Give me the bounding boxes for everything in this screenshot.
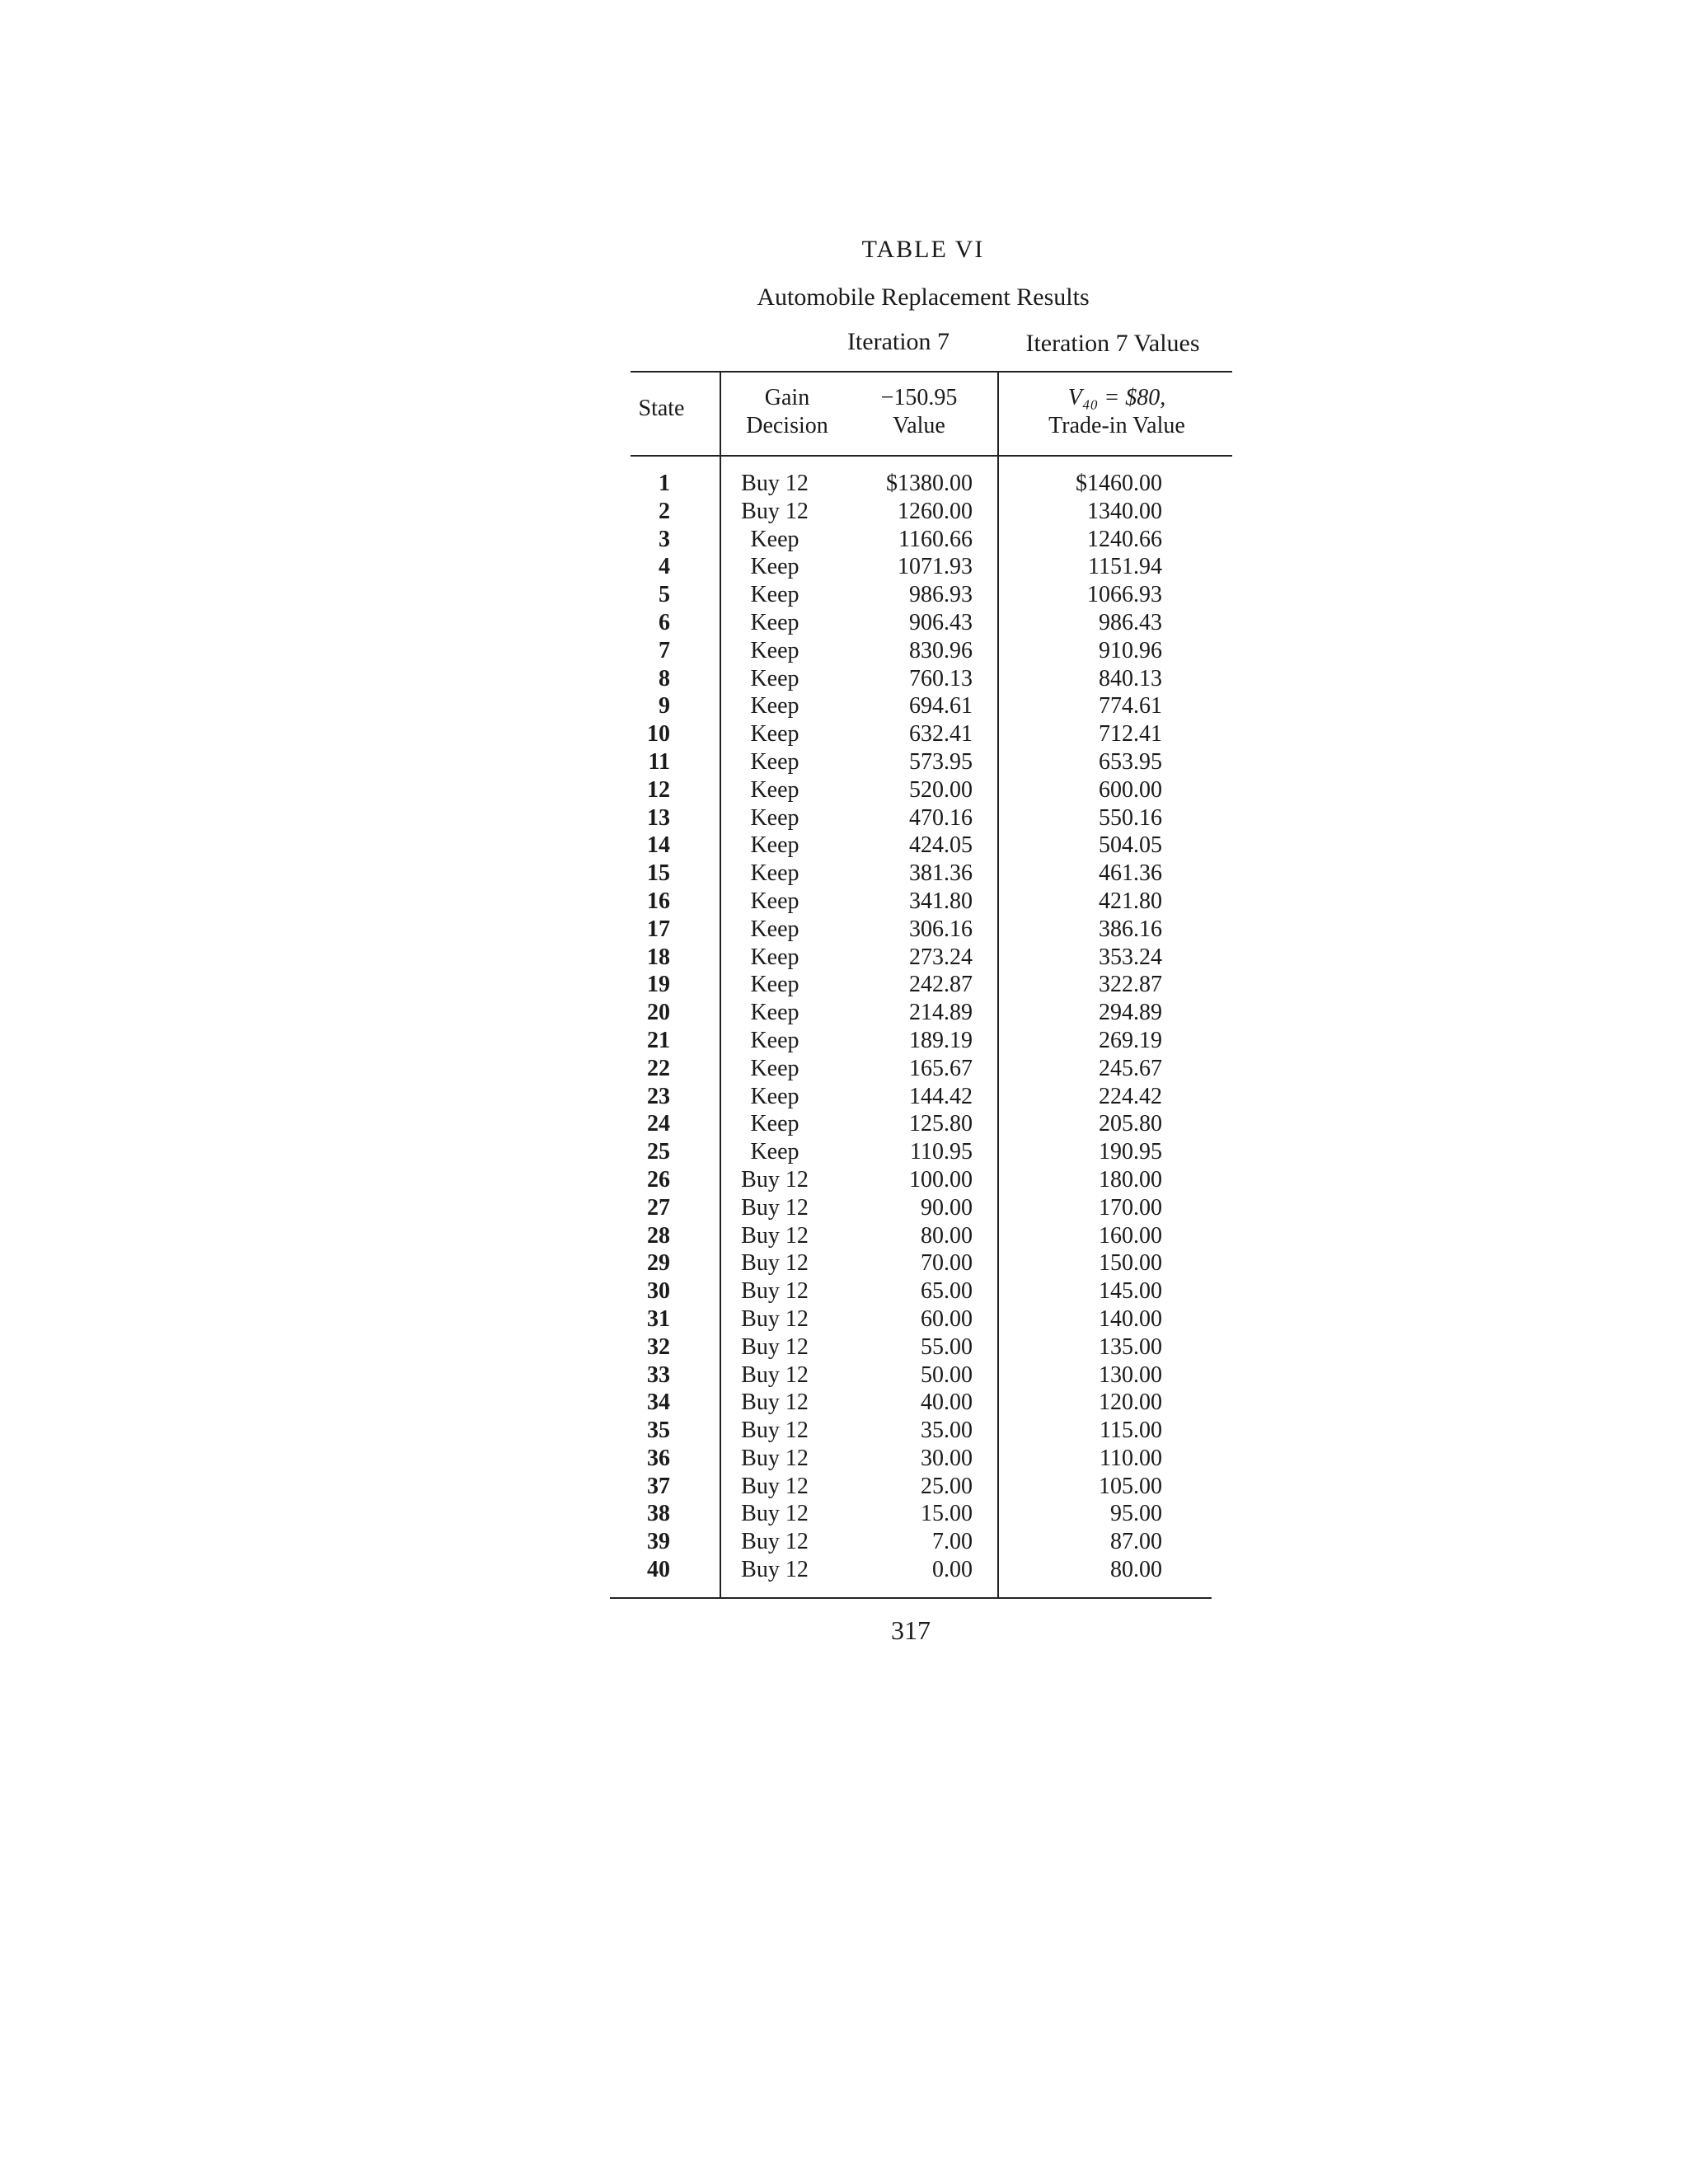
cell-gain: 273.24 xyxy=(909,944,973,970)
cell-gain: 573.95 xyxy=(909,748,973,775)
cell-decision: Keep xyxy=(750,582,799,608)
cell-trade: 550.16 xyxy=(1099,804,1162,831)
cell-gain: 25.00 xyxy=(921,1473,973,1499)
cell-gain: 35.00 xyxy=(921,1418,973,1444)
cell-state: 24 xyxy=(647,1111,670,1137)
cell-state: 37 xyxy=(647,1473,670,1499)
cell-state: 15 xyxy=(647,860,670,887)
cell-decision: Keep xyxy=(750,776,799,803)
cell-decision: Keep xyxy=(750,554,799,580)
cell-decision: Keep xyxy=(750,693,799,719)
cell-trade: 145.00 xyxy=(1099,1278,1162,1305)
cell-gain: 1260.00 xyxy=(898,498,973,524)
cell-gain: 189.19 xyxy=(909,1027,973,1053)
cell-state: 4 xyxy=(659,554,670,580)
cell-trade: 205.80 xyxy=(1099,1111,1162,1137)
cell-state: 25 xyxy=(647,1139,670,1165)
cell-gain: 760.13 xyxy=(909,665,973,691)
cell-gain: 632.41 xyxy=(909,721,973,748)
cell-state: 20 xyxy=(647,1000,670,1026)
cell-trade: 386.16 xyxy=(1099,916,1162,942)
cell-trade: 504.05 xyxy=(1099,832,1162,859)
state-column xyxy=(621,470,670,1584)
cell-state: 36 xyxy=(647,1445,670,1471)
cell-gain: 341.80 xyxy=(909,888,973,914)
cell-decision: Keep xyxy=(750,1000,799,1026)
cell-gain: 110.95 xyxy=(910,1139,973,1165)
cell-decision: Keep xyxy=(750,721,799,748)
cell-gain: 381.36 xyxy=(909,860,973,887)
cell-gain: 65.00 xyxy=(921,1278,973,1305)
cell-trade: 986.43 xyxy=(1099,609,1162,635)
cell-trade: 910.96 xyxy=(1099,637,1162,663)
header-state: State xyxy=(638,396,685,421)
cell-trade: 322.87 xyxy=(1099,972,1162,998)
cell-trade: 1151.94 xyxy=(1088,554,1162,580)
cell-state: 23 xyxy=(647,1083,670,1109)
cell-decision: Keep xyxy=(750,1083,799,1109)
cell-decision: Buy 12 xyxy=(741,1390,809,1416)
cell-decision: Buy 12 xyxy=(741,1166,809,1193)
cell-gain: 906.43 xyxy=(909,609,973,635)
cell-state: 21 xyxy=(647,1027,670,1053)
cell-decision: Buy 12 xyxy=(741,1305,809,1332)
bottom-rule xyxy=(610,1597,1212,1599)
cell-state: 16 xyxy=(647,888,670,914)
cell-gain: 144.42 xyxy=(909,1083,973,1109)
cell-decision: Buy 12 xyxy=(741,1473,809,1499)
header-trade-line2: Trade-in Value xyxy=(1048,413,1185,438)
cell-trade: 130.00 xyxy=(1099,1361,1162,1388)
cell-gain: 986.93 xyxy=(909,582,973,608)
cell-gain: 1071.93 xyxy=(898,554,973,580)
cell-trade: 1340.00 xyxy=(1087,498,1162,524)
cell-gain: 125.80 xyxy=(909,1111,973,1137)
cell-gain: 50.00 xyxy=(921,1361,973,1388)
cell-trade: 190.95 xyxy=(1099,1139,1162,1165)
cell-trade: 461.36 xyxy=(1099,860,1162,887)
cell-decision: Buy 12 xyxy=(741,1361,809,1388)
decision-column xyxy=(717,470,832,1584)
cell-trade: 105.00 xyxy=(1099,1473,1162,1499)
cell-gain: 214.89 xyxy=(909,1000,973,1026)
cell-decision: Buy 12 xyxy=(741,1557,809,1583)
cell-trade: 1066.93 xyxy=(1087,582,1162,608)
cell-decision: Buy 12 xyxy=(741,1333,809,1360)
cell-gain: 0.00 xyxy=(932,1557,973,1583)
cell-state: 33 xyxy=(647,1361,670,1388)
group-header-values: Iteration 7 Values xyxy=(1025,330,1200,357)
header-gain xyxy=(853,384,985,440)
cell-trade: 120.00 xyxy=(1099,1390,1162,1416)
cell-trade: 170.00 xyxy=(1099,1194,1162,1221)
cell-decision: Buy 12 xyxy=(741,1501,809,1527)
cell-state: 17 xyxy=(647,916,670,942)
cell-trade: 160.00 xyxy=(1099,1222,1162,1249)
cell-trade: 150.00 xyxy=(1099,1250,1162,1277)
cell-gain: 830.96 xyxy=(909,637,973,663)
header-decision-line1: Gain xyxy=(764,385,810,410)
table-caption: Automobile Replacement Results xyxy=(757,284,1090,311)
cell-gain: 520.00 xyxy=(909,776,973,803)
cell-state: 31 xyxy=(647,1305,670,1332)
cell-state: 11 xyxy=(648,748,670,775)
cell-state: 39 xyxy=(647,1529,670,1555)
cell-trade: 269.19 xyxy=(1099,1027,1162,1053)
cell-decision: Buy 12 xyxy=(741,1529,809,1555)
cell-gain: 7.00 xyxy=(932,1529,973,1555)
cell-gain: 470.16 xyxy=(909,804,973,831)
cell-decision: Buy 12 xyxy=(741,471,809,496)
cell-trade: 80.00 xyxy=(1110,1557,1162,1583)
cell-state: 35 xyxy=(647,1418,670,1444)
cell-state: 9 xyxy=(659,693,670,719)
cell-gain: 1160.66 xyxy=(898,526,973,552)
cell-trade: 1240.66 xyxy=(1087,526,1162,552)
header-trade xyxy=(1006,384,1228,440)
cell-decision: Buy 12 xyxy=(741,1194,809,1221)
cell-gain: 694.61 xyxy=(909,693,973,719)
header-trade-line1: V₄₀ = $80, xyxy=(1067,385,1166,410)
values-column-divider xyxy=(997,371,999,1597)
cell-trade: 353.24 xyxy=(1099,944,1162,970)
cell-decision: Buy 12 xyxy=(741,1278,809,1305)
cell-trade: 87.00 xyxy=(1110,1529,1162,1555)
cell-state: 40 xyxy=(647,1557,670,1583)
cell-trade: 774.61 xyxy=(1099,693,1162,719)
cell-gain: 80.00 xyxy=(921,1222,973,1249)
cell-state: 14 xyxy=(647,832,670,859)
cell-decision: Keep xyxy=(750,748,799,775)
cell-trade: 224.42 xyxy=(1099,1083,1162,1109)
cell-trade: 840.13 xyxy=(1099,665,1162,691)
cell-trade: 600.00 xyxy=(1099,776,1162,803)
cell-trade: $1460.00 xyxy=(1076,471,1162,496)
cell-state: 29 xyxy=(647,1250,670,1277)
cell-gain: 165.67 xyxy=(909,1055,973,1081)
cell-decision: Keep xyxy=(750,637,799,663)
cell-trade: 180.00 xyxy=(1099,1166,1162,1193)
cell-state: 2 xyxy=(659,498,670,524)
cell-state: 22 xyxy=(647,1055,670,1081)
group-header-iteration: Iteration 7 xyxy=(846,328,950,355)
cell-trade: 135.00 xyxy=(1099,1333,1162,1360)
cell-state: 18 xyxy=(647,944,670,970)
cell-state: 32 xyxy=(647,1333,670,1360)
cell-trade: 294.89 xyxy=(1099,1000,1162,1026)
cell-decision: Keep xyxy=(750,888,799,914)
cell-state: 1 xyxy=(659,471,670,496)
cell-trade: 245.67 xyxy=(1099,1055,1162,1081)
cell-decision: Keep xyxy=(750,1055,799,1081)
cell-decision: Keep xyxy=(750,1139,799,1165)
cell-state: 3 xyxy=(659,526,670,552)
header-gain-line2: Value xyxy=(893,413,945,438)
cell-state: 7 xyxy=(659,637,670,663)
cell-decision: Keep xyxy=(750,526,799,552)
cell-gain: 15.00 xyxy=(921,1501,973,1527)
cell-decision: Keep xyxy=(750,1111,799,1137)
cell-state: 10 xyxy=(647,721,670,748)
cell-gain: 90.00 xyxy=(921,1194,973,1221)
cell-state: 6 xyxy=(659,609,670,635)
cell-gain: 100.00 xyxy=(909,1166,973,1193)
cell-state: 38 xyxy=(647,1501,670,1527)
cell-gain: 55.00 xyxy=(921,1333,973,1360)
cell-decision: Keep xyxy=(750,832,799,859)
cell-decision: Keep xyxy=(750,665,799,691)
cell-trade: 95.00 xyxy=(1110,1501,1162,1527)
cell-gain: 60.00 xyxy=(921,1305,973,1332)
cell-state: 26 xyxy=(647,1166,670,1193)
cell-state: 5 xyxy=(659,582,670,608)
cell-decision: Keep xyxy=(750,609,799,635)
cell-state: 19 xyxy=(647,972,670,998)
header-decision xyxy=(729,384,845,440)
cell-decision: Buy 12 xyxy=(741,1418,809,1444)
cell-state: 34 xyxy=(647,1390,670,1416)
cell-state: 27 xyxy=(647,1194,670,1221)
cell-state: 8 xyxy=(659,665,670,691)
cell-trade: 653.95 xyxy=(1099,748,1162,775)
cell-trade: 140.00 xyxy=(1099,1305,1162,1332)
cell-trade: 421.80 xyxy=(1099,888,1162,914)
cell-decision: Keep xyxy=(750,972,799,998)
header-decision-line2: Decision xyxy=(746,413,828,438)
cell-decision: Buy 12 xyxy=(741,1222,809,1249)
gain-column xyxy=(853,470,973,1584)
cell-decision: Buy 12 xyxy=(741,1445,809,1471)
cell-gain: 306.16 xyxy=(909,916,973,942)
cell-decision: Keep xyxy=(750,860,799,887)
cell-decision: Buy 12 xyxy=(741,1250,809,1277)
cell-gain: 30.00 xyxy=(921,1445,973,1471)
cell-state: 13 xyxy=(647,804,670,831)
cell-gain: 424.05 xyxy=(909,832,973,859)
cell-trade: 115.00 xyxy=(1100,1418,1162,1444)
cell-gain: 40.00 xyxy=(921,1390,973,1416)
cell-decision: Keep xyxy=(750,944,799,970)
cell-decision: Keep xyxy=(750,1027,799,1053)
cell-trade: 110.00 xyxy=(1100,1445,1162,1471)
cell-gain: 242.87 xyxy=(909,972,973,998)
cell-gain: $1380.00 xyxy=(886,471,973,496)
table-label: TABLE VI xyxy=(861,236,985,263)
page-number: 317 xyxy=(891,1615,931,1645)
cell-gain: 70.00 xyxy=(921,1250,973,1277)
cell-state: 12 xyxy=(647,776,670,803)
cell-state: 28 xyxy=(647,1222,670,1249)
header-gain-line1: −150.95 xyxy=(880,385,958,410)
cell-decision: Buy 12 xyxy=(741,498,809,524)
cell-decision: Keep xyxy=(750,804,799,831)
cell-state: 30 xyxy=(647,1278,670,1305)
trade-column xyxy=(1026,470,1162,1584)
cell-trade: 712.41 xyxy=(1099,721,1162,748)
cell-decision: Keep xyxy=(750,916,799,942)
